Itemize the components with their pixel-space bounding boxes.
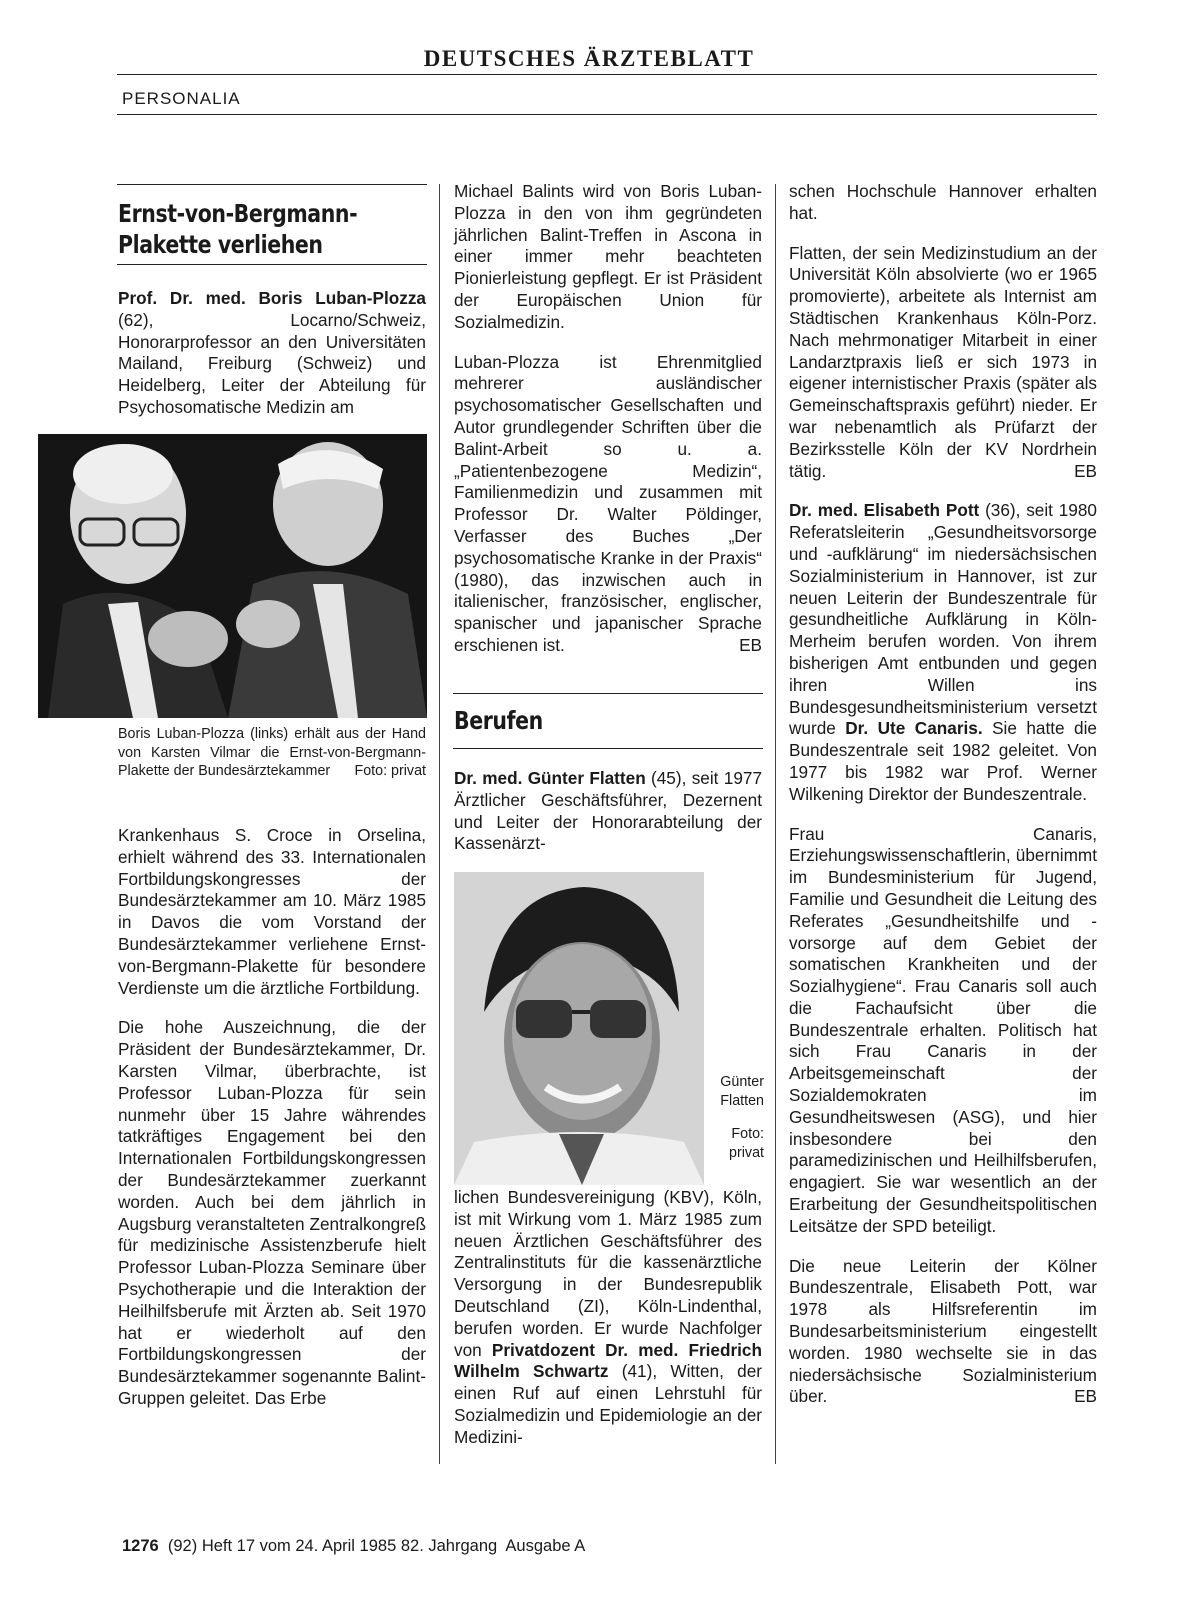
- photo-caption-1-text: Boris Luban-Plozza (links) erhält aus der Hand von Karsten Vilmar die Ernst-von-Bergmann-Plakette der Bundesärztekammer: [118, 726, 426, 779]
- photo-caption-2-line2: Flatten: [720, 1092, 764, 1109]
- photo-caption-2: [706, 1073, 764, 1162]
- article1-paragraph-2: Krankenhaus S. Croce in Orselina, erhielt während des 33. Internationalen Fortbildungskongresses der Bundesärztekammer am 10. März 1985 in Davos die vom Vorstand der Bundesärztekammer verliehene Ernst-von-Bergmann-Plakette für besondere Verdienste um die ärztliche Fortbildung.: [118, 825, 426, 998]
- article2-paragraph-7: Die neue Leiterin der Kölner Bundeszentrale, Elisabeth Pott, war 1978 als Hilfsreferentin im Bundesarbeitsministerium eingestellt worden. 1980 wechselte sie in das niedersächsische Sozialministerium über. EB: [789, 1255, 1097, 1407]
- article2-signature-1: EB: [1074, 460, 1097, 481]
- article1-title-rule-bottom: [117, 264, 427, 265]
- article1-continued: [454, 181, 762, 675]
- article1-title-line2: Plakette verliehen: [118, 230, 323, 259]
- section-label: PERSONALIA: [122, 89, 241, 108]
- article2-signature-2: EB: [1074, 1386, 1097, 1407]
- article1-body: [118, 825, 426, 1428]
- column-separator-1: [439, 184, 440, 1464]
- article1-paragraph-4: Michael Balints wird von Boris Luban-Plozza in den von ihm gegründeten jährlichen Balint-Treffen in Ascona in einer immer mehr beachteten Pionierleistung gepflegt. Er ist Präsident der Europäischen Union für Sozialmedizin.: [454, 181, 762, 332]
- article2-canaris-name: Dr. Ute Canaris.: [845, 718, 983, 739]
- article1-paragraph-3: Die hohe Auszeichnung, die der Präsident der Bundesärztekammer, Dr. Karsten Vilmar, überbrachte, ist Professor Luban-Plozza für sein nunmehr über 15 Jahre währendes tatkräftiges Engagement bei den Internationalen Fortbildungskongressen der Bundesärztekammer zuerkannt worden. Auch bei dem jährlich in Augsburg veranstalteten Zentralkongreß für medizinische Assistenzberufe hielt Professor Luban-Plozza Seminare über Psychotherapie und die Interaktion der Heilhilfsberufe mit Ärzten ab. Seit 1970 hat er wiederholt auf den Fortbildungskongressen der Bundesärztekammer sogenannte Balint-Gruppen geleitet. Das Erbe: [118, 1017, 426, 1408]
- article2-pott-name: Dr. med. Elisabeth Pott: [789, 500, 980, 521]
- photo-credit-2-line1: Foto:: [731, 1126, 764, 1142]
- masthead: DEUTSCHES ÄRZTEBLATT: [423, 46, 755, 71]
- article1-signature: EB: [739, 634, 762, 655]
- article2-paragraph-4: Flatten, der sein Medizinstudium an der Universität Köln absolvierte (wo er 1965 promovierte), arbeitete als Internist am Städtischen Krankenhaus Köln-Porz. Nach mehrmonatiger Mitarbeit in einer Landarztpraxis ließ er sich 1973 in eigener internistischer Praxis (später als Gemeinschaftspraxis geführt) nieder. Er war nebenamtlich als Prüfarzt der Bezirksstelle Köln der KV Nordrhein tätig. EB: [789, 242, 1097, 481]
- photo-credit-2-line2: privat: [729, 1144, 764, 1161]
- article2-title-rule-bottom: [453, 748, 763, 749]
- article2-predecessor-name: Privatdozent Dr. med. Friedrich Wilhelm Schwartz: [454, 1339, 762, 1382]
- page-number: 1276: [122, 1537, 159, 1555]
- photo-guenter-flatten: [454, 872, 704, 1185]
- column-separator-2: [775, 184, 776, 1464]
- article2-title: Berufen: [454, 706, 543, 735]
- photo-luban-plozza-vilmar: [38, 434, 427, 718]
- article2-title-rule-top: [453, 693, 763, 694]
- article1-paragraph-5: Luban-Plozza ist Ehrenmitglied mehrerer ausländischer psychosomatischer Gesellschaften und Autor grundlegender Schriften über die Balint-Arbeit so u. a. „Patientenbezogene Medizin“, Familienmedizin und zusammen mit Professor Dr. Walter Pöldinger, Verfasser des Buches „Der psychosomatische Kranke in der Praxis“ (1980), das inzwischen auch in italienischer, französischer, englischer, spanischer und japanischer Sprache erschienen ist. EB: [454, 351, 762, 655]
- header-rule-top: [117, 74, 1097, 75]
- article2-paragraph-5: Dr. med. Elisabeth Pott (36), seit 1980 Referatsleiterin „Gesundheitsvorsorge und -aufklärung“ im niedersächsischen Sozialministerium in Hannover, ist zur neuen Leiterin der Bundeszentrale für gesundheitliche Aufklärung in Köln-Merheim berufen worden. Von ihrem bisherigen Amt entbunden und gegen ihren Willen ins Bundesgesundheitsministerium versetzt wurde Dr. Ute Canaris. Sie hatte die Bundeszentrale seit 1982 geleitet. Von 1977 bis 1982 war Prof. Werner Wilkening Direktor der Bundeszentrale.: [789, 500, 1097, 804]
- article2-body: lichen Bundesvereinigung (KBV), Köln, ist mit Wirkung vom 1. März 1985 zum neuen Ärztlichen Geschäftsführer des Zentralinstituts für die kassenärztliche Versorgung in der Bundesrepublik Deutschland (ZI), Köln-Lindenthal, berufen worden. Er wurde Nachfolger von Privatdozent Dr. med. Friedrich Wilhelm Schwartz (41), Witten, der einen Ruf auf einen Lehrstuhl für Sozialmedizin und Epidemiologie an der Medizini-: [454, 1187, 762, 1447]
- header-rule-bottom: [117, 114, 1097, 115]
- photo-caption-2-line1: Günter: [720, 1074, 764, 1090]
- article2-intro: [454, 768, 762, 873]
- article2-paragraph-6: Frau Canaris, Erziehungswissenschaftlerin, übernimmt im Bundesministerium für Jugend, Familie und Gesundheit die Leitung des Referates „Gesundheitshilfe und -vorsorge auf dem Gebiet der somatischen Krankheiten und der Sozialhygiene“. Frau Canaris soll auch die Fachaufsicht über die Bundeszentrale erhalten. Politisch hat sich Frau Canaris in der Arbeitsgemeinschaft der Sozialdemokraten im Gesundheitswesen (ASG), und hier insbesondere bei den paramedizinischen und Heilhilfsberufen, engagiert. Sie war wesentlich an der Erarbeitung der Gesundheitspolitischen Leitsätze der SPD beteiligt.: [789, 823, 1097, 1236]
- issue-info: (92) Heft 17 vom 24. April 1985 82. Jahrgang Ausgabe A: [158, 1537, 586, 1555]
- article1-intro-text: (62), Locarno/Schweiz, Honorarprofessor an den Universitäten Mailand, Freiburg (Schweiz) und Heidelberg, Leiter der Abteilung für Psychosomatische Medizin am: [118, 309, 426, 417]
- article2-paragraph-3: schen Hochschule Hannover erhalten hat.: [789, 181, 1097, 223]
- article1-person-name: Prof. Dr. med. Boris Luban-Plozza: [118, 288, 426, 308]
- article1-title: [118, 198, 357, 260]
- photo-credit-1: Foto: privat: [354, 763, 426, 779]
- photo-caption-1: [118, 725, 426, 781]
- article2-intro-text: (45), seit 1977 Ärztlicher Geschäftsführer, Dezernent und Leiter der Honorarabteilung der Kassenärzt-: [454, 768, 762, 854]
- article1-title-line1: Ernst-von-Bergmann-: [118, 199, 358, 228]
- article1-intro: [118, 288, 426, 437]
- article2-person-name: Dr. med. Günter Flatten: [454, 768, 646, 788]
- article1-title-rule-top: [117, 184, 427, 185]
- article2-continued: [789, 181, 1097, 1426]
- page-footer: [122, 1537, 585, 1556]
